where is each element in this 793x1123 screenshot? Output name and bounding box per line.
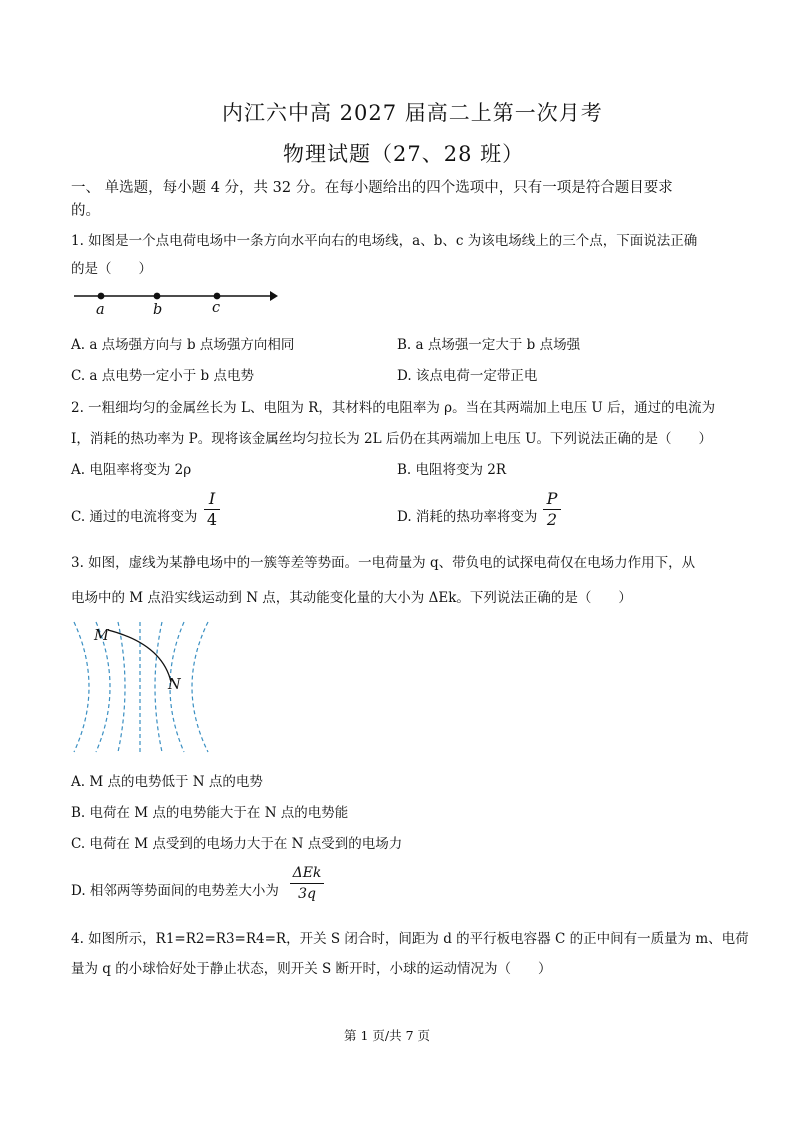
q2-option-a: A. 电阻率将变为 2ρ — [71, 462, 192, 478]
q1-label-a: a — [96, 302, 105, 318]
fraction-denominator: 3q — [298, 886, 316, 902]
q3-option-b: B. 电荷在 M 点的电势能大于在 N 点的电势能 — [71, 805, 349, 821]
q4-stem-cont: 量为 q 的小球恰好处于静止状态，则开关 S 断开时，小球的运动情况为（ ） — [71, 961, 552, 977]
q3-label-m: M — [94, 628, 109, 644]
q3-option-d: D. 相邻两等势面间的电势差大小为 — [71, 883, 279, 899]
q1-option-a: A. a 点场强方向与 b 点场强方向相同 — [71, 337, 295, 353]
q1-stem-cont: 的是（ ） — [71, 261, 152, 277]
q1-option-d: D. 该点电荷一定带正电 — [397, 368, 538, 384]
q1-option-c: C. a 点电势一定小于 b 点电势 — [71, 368, 254, 384]
arrow-head-icon — [270, 291, 278, 301]
page-subtitle: 物理试题（27、28 班） — [283, 142, 525, 166]
q3-equipotential-figure — [70, 620, 215, 755]
page-number: 第 1 页/共 7 页 — [344, 1028, 431, 1043]
q2-option-b: B. 电阻将变为 2R — [397, 462, 507, 478]
q2-option-d-fraction — [543, 490, 561, 529]
q3-stem-cont: 电场中的 M 点沿实线运动到 N 点，其动能变化量的大小为 ΔEk。下列说法正确的是（ ） — [71, 590, 632, 606]
q2-option-c: C. 通过的电流将变为 — [71, 509, 198, 525]
section-heading-cont: 的。 — [71, 203, 100, 219]
q2-option-d: D. 消耗的热功率将变为 — [397, 509, 538, 525]
fraction-denominator: 4 — [206, 510, 218, 529]
fraction-denominator: 2 — [546, 510, 558, 529]
point-a — [98, 293, 105, 300]
q1-stem: 1. 如图是一个点电荷电场中一条方向水平向右的电场线，a、b、c 为该电场线上的三个点，下面说法正确 — [71, 233, 698, 249]
q3-option-c: C. 电荷在 M 点受到的电场力大于在 N 点受到的电场力 — [71, 836, 403, 852]
q3-option-a: A. M 点的电势低于 N 点的电势 — [71, 774, 263, 790]
point-c — [214, 293, 221, 300]
q2-stem: 2. 一粗细均匀的金属丝长为 L、电阻为 R，其材料的电阻率为 ρ。当在其两端加上电压 U 后，通过的电流为 — [71, 400, 716, 416]
q1-option-b: B. a 点场强一定大于 b 点场强 — [397, 337, 581, 353]
equipotential-line-5 — [155, 622, 162, 752]
fraction-numerator: I — [208, 489, 216, 508]
fraction-numerator: P — [546, 489, 558, 508]
q1-label-b: b — [153, 302, 163, 318]
equipotential-line-1 — [74, 622, 89, 752]
fraction-numerator: ΔEk — [292, 865, 322, 881]
q3-label-n: N — [168, 677, 181, 693]
q3-stem: 3. 如图，虚线为某静电场中的一簇等差等势面。一电荷量为 q、带负电的试探电荷仅在电场力作用下，从 — [71, 555, 696, 571]
q3-option-d-fraction — [290, 864, 324, 903]
q2-option-c-fraction — [204, 490, 220, 529]
q1-label-c: c — [212, 300, 221, 316]
equipotential-line-3 — [118, 622, 125, 752]
q2-stem-cont: I，消耗的热功率为 P。现将该金属丝均匀拉长为 2L 后仍在其两端加上电压 U。下列说法正确的是（ ） — [71, 431, 713, 447]
section-heading: 一、 单选题，每小题 4 分，共 32 分。在每小题给出的四个选项中，只有一项是符合题目要求 — [71, 180, 673, 196]
equipotential-line-7 — [192, 622, 208, 752]
q4-stem: 4. 如图所示，R1=R2=R3=R4=R，开关 S 闭合时，间距为 d 的平行板电容器 C 的正中间有一质量为 m、电荷 — [71, 931, 749, 947]
page-title: 内江六中高 2027 届高二上第一次月考 — [222, 101, 603, 125]
point-b — [154, 293, 161, 300]
